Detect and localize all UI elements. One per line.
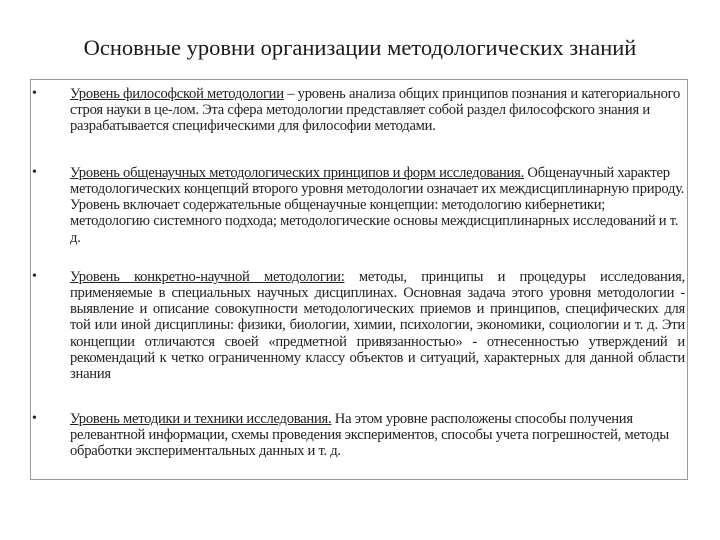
item-description: На этом уровне расположены способы получения релевантной информации, схемы проведения экспериментов, способы учета погрешностей, методы обработки экспериментальных данных и т. д. [70,411,669,460]
item-text [70,411,685,459]
item-text [70,86,685,134]
item-description: Общенаучный характер методологических концепций второго уровня методологии означает их междисциплинарную природу. Уровень включает содержательные общенаучные концепции: методологию кибернетики; методологию системного подхода; методологические основы междисциплинарных исследований и т. д. [70,165,685,246]
item-heading: Уровень конкретно-научной методологии: [70,269,345,285]
item-text [70,165,685,246]
bullet-icon: • [32,411,37,426]
item-description: – уровень анализа общих принципов познания и категориального строя науки в це-лом. Эта сфера методологии представляет собой раздел философского знания и разрабатывается специфическими для философии методами. [70,86,681,135]
item-heading: Уровень методики и техники исследования. [70,411,332,427]
item-text [70,269,685,382]
bullet-icon: • [32,269,37,284]
item-heading: Уровень общенаучных методологических принципов и форм исследования. [70,165,525,181]
slide-title: Основные уровни организации методологических знаний [83,35,637,60]
bullet-icon: • [32,86,37,101]
item-description: методы, принципы и процедуры исследования, применяемые в специальных научных дисциплинах. Основная задача этого уровня методологии - выявление и описание совокупности методологических приемов и принципов, специфических для той или иной дисциплины: физики, биологии, химии, психологии, экономики, социологии и т. д. Эти концепции отличаются своей «предметной привязанностью» - отнесенностью утверждений и рекомендаций к четко ограниченному классу объектов и ситуаций, характерных для данной области знания [70,269,685,382]
item-heading: Уровень философской методологии [70,86,284,102]
content-box [30,79,688,480]
bullet-icon: • [32,165,37,180]
